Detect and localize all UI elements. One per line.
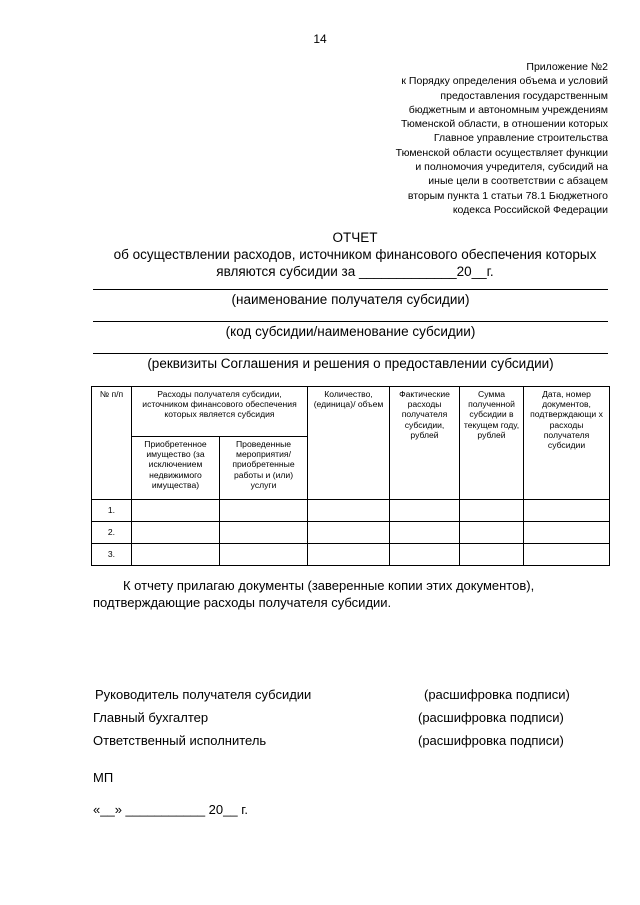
agreement-caption: (реквизиты Соглашения и решения о предоставлении субсидии) xyxy=(147,356,554,371)
subsidy-code-caption: (код субсидии/наименование субсидии) xyxy=(225,324,476,339)
appendix-line: Тюменской области, в отношении которых xyxy=(400,118,608,131)
appendix-line: Главное управление строительства xyxy=(433,132,608,145)
header-acquired-property: Приобретенное имущество (за исключением недвижимого имущества) xyxy=(132,437,220,500)
header-num: № п/п xyxy=(92,387,132,500)
table-cell xyxy=(524,500,610,522)
table-cell xyxy=(524,522,610,544)
table-cell xyxy=(460,500,524,522)
signature-role: Руководитель получателя субсидии xyxy=(95,687,312,702)
attachment-line-2: подтверждающие расходы получателя субсидии. xyxy=(93,595,392,610)
subsidy-code-underline xyxy=(93,321,608,322)
table-cell xyxy=(220,544,308,566)
header-expenses-group: Расходы получателя субсидии, источником финансового обеспечения которых является субсидия xyxy=(132,387,308,437)
appendix-line: бюджетным и автономным учреждениям xyxy=(408,103,608,116)
appendix-line: иные цели в соответствии с абзацем xyxy=(428,175,608,188)
row-number: 3. xyxy=(92,544,132,566)
stamp-label: МП xyxy=(93,770,114,785)
table-cell xyxy=(390,500,460,522)
signature-role: Главный бухгалтер xyxy=(93,710,209,725)
appendix-line: Тюменской области осуществляет функции xyxy=(395,146,608,159)
title-line-2: об осуществлении расходов, источником финансового обеспечения которых xyxy=(113,247,597,262)
signature-role: Ответственный исполнитель xyxy=(93,733,267,748)
appendix-line: к Порядку определения объема и условий xyxy=(401,75,608,88)
signature-decode: (расшифровка подписи) xyxy=(424,687,570,702)
table-cell xyxy=(390,544,460,566)
table-cell xyxy=(524,544,610,566)
table-cell xyxy=(220,500,308,522)
table-cell xyxy=(308,544,390,566)
attachment-line-1: К отчету прилагаю документы (заверенные копии этих документов), xyxy=(123,578,535,593)
title-line-3: являются субсидии за _____________20__г. xyxy=(216,264,494,279)
table-cell xyxy=(132,522,220,544)
appendix-note xyxy=(328,60,608,217)
appendix-line: предоставления государственным xyxy=(440,89,608,102)
header-actual-expenses: Фактические расходы получателя субсидии, рублей xyxy=(390,387,460,500)
row-number: 2. xyxy=(92,522,132,544)
table-cell xyxy=(220,522,308,544)
title-heading: ОТЧЕТ xyxy=(332,230,378,245)
appendix-line: Приложение №2 xyxy=(526,61,608,73)
attachment-paragraph xyxy=(93,577,608,611)
page-number: 14 xyxy=(313,32,327,46)
table-cell xyxy=(308,522,390,544)
recipient-caption: (наименование получателя субсидии) xyxy=(231,292,470,307)
table-cell xyxy=(132,500,220,522)
appendix-line: и полномочия учредителя, субсидий на xyxy=(415,161,608,174)
date-line: «__» ___________ 20__ г. xyxy=(93,802,248,817)
report-title xyxy=(90,229,620,280)
row-number: 1. xyxy=(92,500,132,522)
table-cell xyxy=(132,544,220,566)
report-table xyxy=(91,386,610,566)
recipient-underline xyxy=(93,289,608,290)
header-doc-date: Дата, номер документов, подтверждающи х расходы получателя субсидии xyxy=(524,387,610,500)
table-cell xyxy=(460,544,524,566)
signature-decode: (расшифровка подписи) xyxy=(418,710,564,725)
table-cell xyxy=(308,500,390,522)
signature-decode: (расшифровка подписи) xyxy=(418,733,564,748)
header-activities: Проведенные мероприятия/ приобретенные работы и (или) услуги xyxy=(220,437,308,500)
agreement-underline xyxy=(93,353,608,354)
table-cell xyxy=(460,522,524,544)
appendix-line: кодекса Российской Федерации xyxy=(452,203,608,216)
header-subsidy-sum: Сумма полученной субсидии в текущем году, рублей xyxy=(460,387,524,500)
header-quantity: Количество, (единица)/ объем xyxy=(308,387,390,500)
appendix-line: вторым пункта 1 статьи 78.1 Бюджетного xyxy=(407,189,608,202)
table-cell xyxy=(390,522,460,544)
